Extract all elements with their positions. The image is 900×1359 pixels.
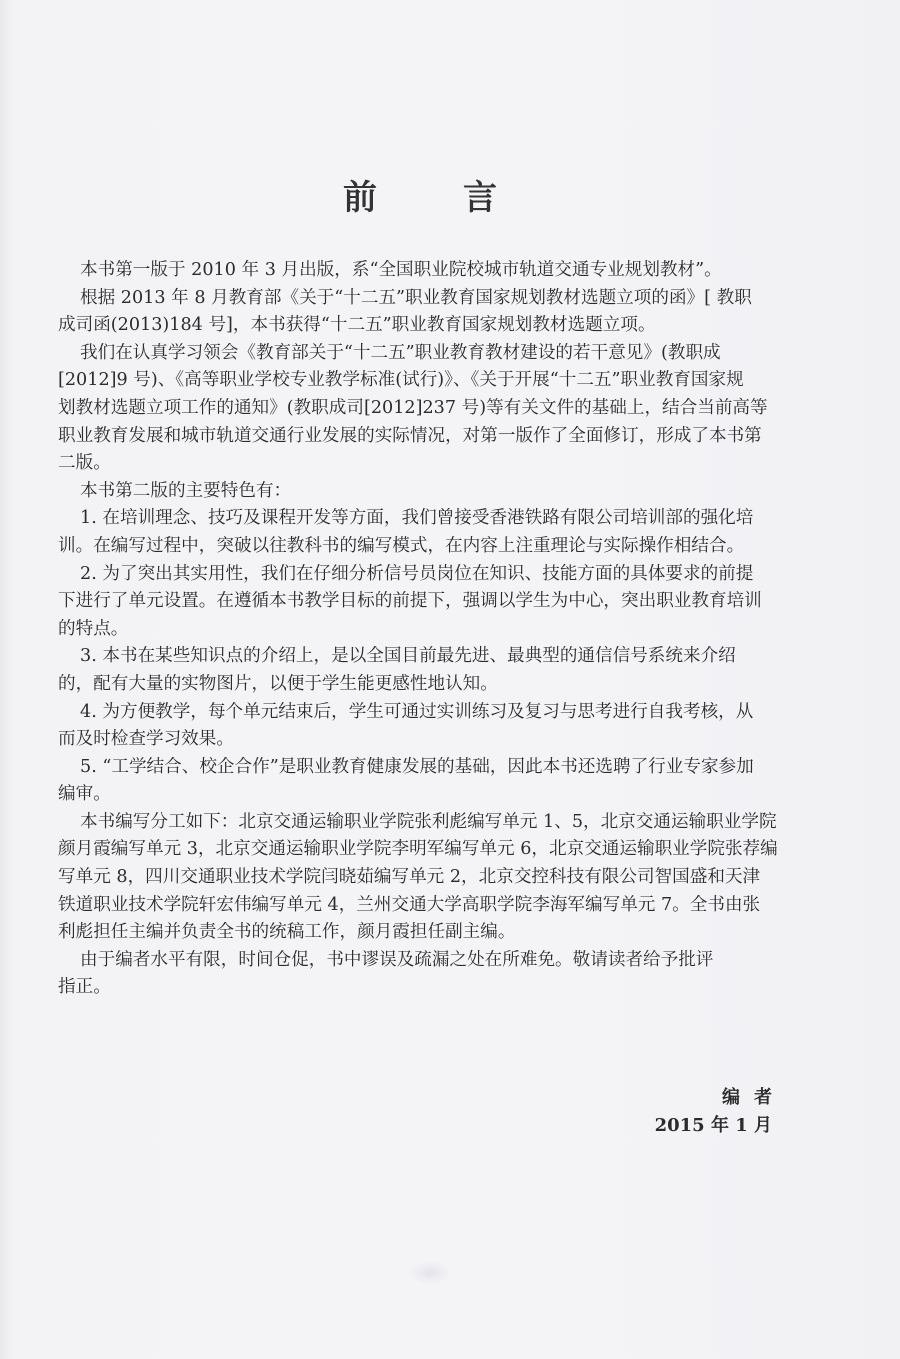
text-line: 指正。 [58,977,111,998]
text-line: 1. 在培训理念、技巧及课程开发等方面，我们曾接受香港铁路有限公司培训部的强化培 [80,508,754,529]
text-line: 成司函(2013)184 号]，本书获得“十二五”职业教育国家规划教材选题立项。 [58,315,656,336]
text-line: 4. 为方便教学，每个单元结束后，学生可通过实训练习及复习与思考进行自我考核，从 [80,701,754,722]
text-line: 训。在编写过程中，突破以往教科书的编写模式，在内容上注重理论与实际操作相结合。 [58,535,745,556]
text-line: 本书第二版的主要特色有： [80,480,292,501]
text-line: 3. 本书在某些知识点的介绍上，是以全国目前最先进、最典型的通信信号系统来介绍 [80,646,736,667]
page-folio-mark [410,1262,450,1284]
text-line: 由于编者水平有限，时间仓促，书中谬误及疏漏之处在所难免。敬请读者给予批评 [80,949,714,970]
text-line: 职业教育发展和城市轨道交通行业发展的实际情况，对第一版作了全面修订，形成了本书第 [58,425,762,446]
text-line: 而及时检查学习效果。 [58,729,234,750]
title-char-2: 言 [463,178,497,218]
text-line: 本书编写分工如下：北京交通运输职业学院张利彪编写单元 1、5，北京交通运输职业学院 [80,811,777,832]
text-line: [2012]9 号)、《高等职业学校专业教学标准(试行)》、《关于开展“十二五”职业教育国家规 [58,370,744,391]
text-line: 我们在认真学习领会《教育部关于“十二五”职业教育教材建设的若干意见》(教职成 [80,342,721,363]
text-line: 的特点。 [58,618,129,639]
text-line: 5. “工学结合、校企合作”是职业教育健康发展的基础，因此本书还选聘了行业专家参加 [80,756,754,777]
text-line: 2. 为了突出其实用性，我们在仔细分析信号员岗位在知识、技能方面的具体要求的前提 [80,563,754,584]
signature-date: 2015 年 1 月 [654,1115,772,1136]
text-line: 本书第一版于 2010 年 3 月出版，系“全国职业院校城市轨道交通专业规划教材”。 [80,260,722,280]
preface-body [58,257,810,1002]
text-line: 写单元 8，四川交通职业技术学院闫晓茹编写单元 2，北京交控科技有限公司智国盛和天津 [58,867,761,888]
text-line: 划教材选题立项工作的通知》(教职成司[2012]237 号)等有关文件的基础上，结合当前高等 [58,397,768,418]
text-line: 二版。 [58,453,111,474]
text-line: 下进行了单元设置。在遵循本书教学目标的前提下，强调以学生为中心，突出职业教育培训 [58,591,762,612]
text-line: 根据 2013 年 8 月教育部《关于“十二五”职业教育国家规划教材选题立项的函》[ 教职 [80,287,752,308]
text-line: 利彪担任主编并负责全书的统稿工作，颜月霞担任副主编。 [58,922,516,943]
page-title [0,170,840,219]
signature-editor: 编者 [722,1087,786,1108]
text-line: 颜月霞编写单元 3，北京交通运输职业学院李明军编写单元 6，北京交通运输职业学院张荐编 [58,839,778,860]
text-line: 铁道职业技术学院轩宏伟编写单元 4，兰州交通大学高职学院李海军编写单元 7。全书由张 [58,894,761,915]
text-line: 的，配有大量的实物图片，以便于学生能更感性地认知。 [58,673,498,694]
text-line: 编审。 [58,784,111,805]
title-char-1: 前 [343,178,377,218]
